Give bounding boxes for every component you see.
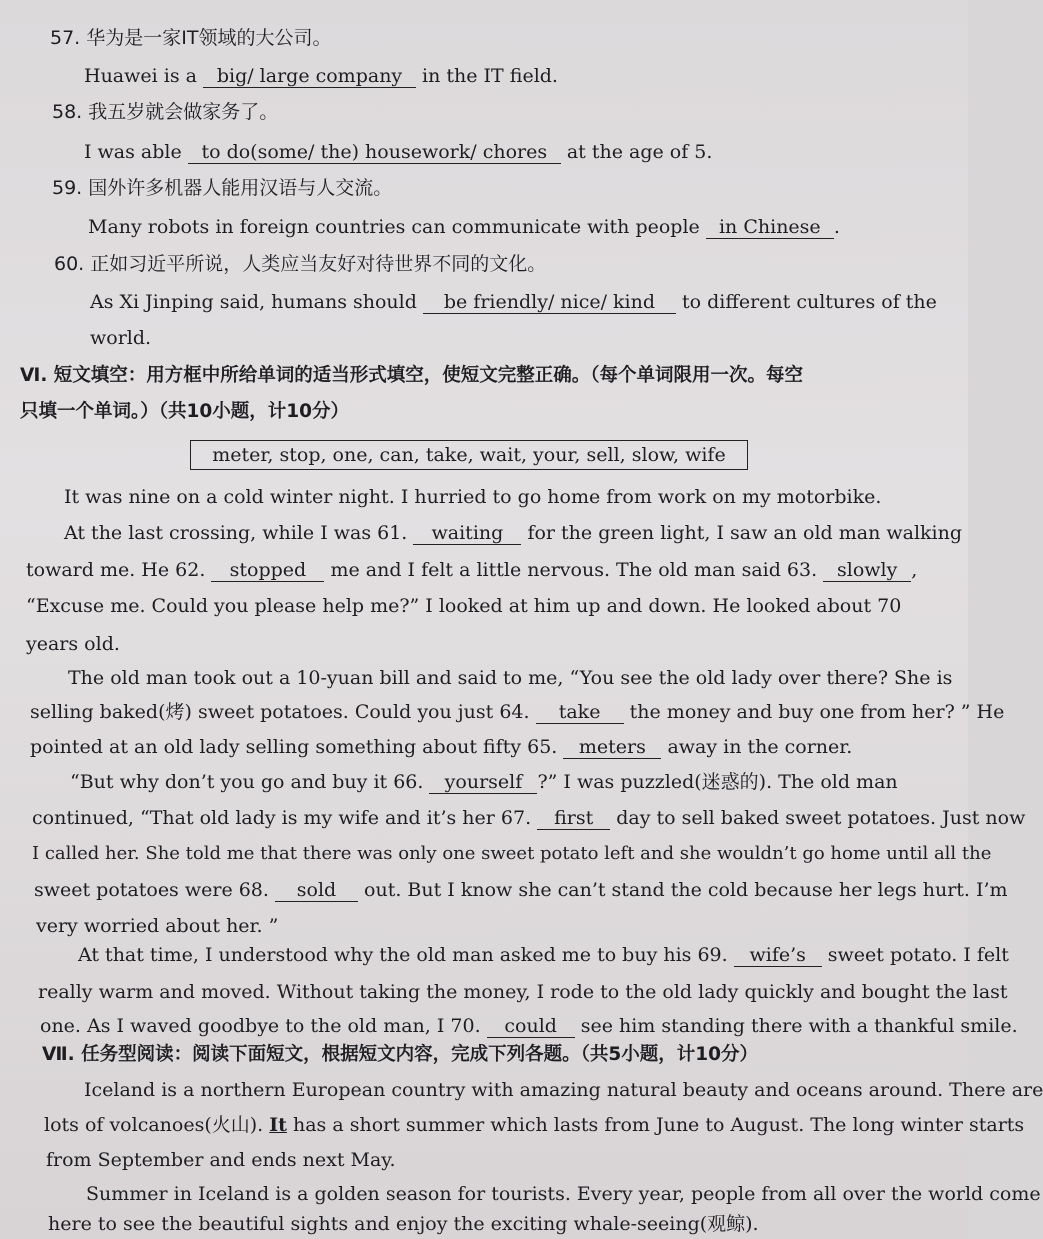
q58-english (84, 140, 928, 164)
passage-text: away in the corner. (667, 736, 853, 758)
passage-line-61 (64, 521, 963, 545)
passage-text: “But why don’t you go and buy it 66. (70, 771, 424, 793)
q58-chinese: 58. 我五岁就会做家务了。 (52, 101, 279, 123)
passage-text: has a short summer which lasts from June to August. The long winter starts (292, 1114, 1025, 1136)
q58-text-after: at the age of 5. (566, 141, 713, 163)
section7-line4: Summer in Iceland is a golden season for tourists. Every year, people from all over the world come (86, 1183, 1041, 1205)
passage-text: sweet potato. I felt (827, 944, 1009, 966)
section7-line2 (44, 1113, 1025, 1137)
section7-title: Ⅶ. 任务型阅读：阅读下面短文，根据短文内容，完成下列各题。（共5小题，计10分） (42, 1044, 758, 1065)
q57-english (84, 64, 928, 88)
q60-chinese: 60. 正如习近平所说，人类应当友好对待世界不同的文化。 (54, 253, 547, 275)
passage-text: sweet potatoes were 68. (34, 879, 269, 901)
passage-text: selling baked(烤) sweet potatoes. Could you just 64. (30, 701, 530, 723)
word-bank-box: meter, stop, one, can, take, wait, your, sell, slow, wife (190, 440, 748, 470)
q57-chinese: 57. 华为是一家IT领域的大公司。 (50, 27, 332, 49)
q60-answer-blank[interactable]: be friendly/ nice/ kind (423, 291, 676, 314)
passage-line-67 (32, 806, 1026, 830)
q57-text-after: in the IT field. (422, 65, 558, 87)
passage-text: At the last crossing, while I was 61. (64, 522, 408, 544)
blank-68[interactable]: sold (275, 879, 358, 902)
q60-text-before: As Xi Jinping said, humans should (90, 291, 417, 313)
passage-line-70 (40, 1014, 1018, 1038)
passage-p6: The old man took out a 10-yuan bill and said to me, “You see the old lady over there? She is (68, 667, 953, 689)
q59-english (88, 215, 928, 239)
passage-p1: It was nine on a cold winter night. I hurried to go home from work on my motorbike. (64, 486, 882, 508)
passage-p5: years old. (26, 633, 120, 655)
passage-text: day to sell baked sweet potatoes. Just now (616, 807, 1026, 829)
passage-p4: “Excuse me. Could you please help me?” I looked at him up and down. He looked about 70 (26, 595, 902, 617)
passage-text: continued, “That old lady is my wife and it’s her 67. (32, 807, 532, 829)
blank-61[interactable]: waiting (413, 522, 521, 545)
passage-text: , (911, 559, 918, 581)
blank-65[interactable]: meters (563, 736, 661, 759)
q60-text-after: to different cultures of the (682, 291, 937, 313)
blank-70[interactable]: could (487, 1015, 575, 1038)
passage-text: the money and buy one from her? ” He (629, 701, 1005, 723)
section6-title-line2: 只填一个单词。）（共10小题，计10分） (20, 401, 349, 422)
q59-answer-blank[interactable]: in Chinese (706, 216, 834, 239)
passage-line-65 (30, 735, 928, 759)
passage-p13: very worried about her. ” (36, 915, 279, 937)
q58-text-before: I was able (84, 141, 182, 163)
q59-chinese: 59. 国外许多机器人能用汉语与人交流。 (52, 177, 393, 199)
passage-text: toward me. He 62. (26, 559, 206, 581)
blank-66[interactable]: yourself (429, 771, 537, 794)
q60-english-continued: world. (90, 327, 152, 349)
section7-line1: Iceland is a northern European country with amazing natural beauty and oceans around. There are (84, 1079, 1043, 1101)
blank-67[interactable]: first (537, 807, 610, 830)
q59-text-after: . (833, 216, 840, 238)
passage-text: ?” I was puzzled(迷惑的). The old man (537, 771, 898, 793)
blank-64[interactable]: take (536, 701, 624, 724)
blank-63[interactable]: slowly (823, 559, 911, 582)
passage-line-62-63 (26, 558, 918, 582)
passage-text: one. As I waved goodbye to the old man, I 70. (40, 1015, 481, 1037)
passage-text: see him standing there with a thankful smile. (580, 1015, 1018, 1037)
passage-text: for the green light, I saw an old man walking (527, 522, 963, 544)
passage-text: me and I felt a little nervous. The old man said 63. (330, 559, 818, 581)
passage-p11: I called her. She told me that there was only one sweet potato left and she wouldn’t go home until all the (32, 843, 992, 864)
underlined-it: It (269, 1114, 287, 1136)
section7-line3: from September and ends next May. (46, 1149, 396, 1171)
q59-text-before: Many robots in foreign countries can communicate with people (88, 216, 700, 238)
passage-text: pointed at an old lady selling something about fifty 65. (30, 736, 558, 758)
passage-line-64 (30, 700, 1005, 724)
passage-text: out. But I know she can’t stand the cold because her legs hurt. I’m (364, 879, 1008, 901)
passage-p15: really warm and moved. Without taking the money, I rode to the old lady quickly and bought the last (38, 981, 1008, 1003)
blank-62[interactable]: stopped (211, 559, 324, 582)
section6-title-line1: Ⅵ. 短文填空：用方框中所给单词的适当形式填空，使短文完整正确。（每个单词限用一次。每空 (20, 365, 804, 386)
blank-69[interactable]: wife’s (734, 944, 822, 967)
q57-answer-blank[interactable]: big/ large company (203, 65, 416, 88)
passage-line-66 (70, 770, 918, 794)
section7-line5: here to see the beautiful sights and enjoy the exciting whale-seeing(观鲸). (48, 1213, 759, 1235)
passage-text: At that time, I understood why the old man asked me to buy his 69. (78, 944, 728, 966)
passage-line-69 (78, 943, 1009, 967)
passage-line-68 (34, 878, 1008, 902)
passage-text: lots of volcanoes(火山). (44, 1114, 264, 1136)
q60-english (90, 290, 937, 314)
q57-text-before: Huawei is a (84, 65, 197, 87)
q58-answer-blank[interactable]: to do(some/ the) housework/ chores (188, 141, 561, 164)
